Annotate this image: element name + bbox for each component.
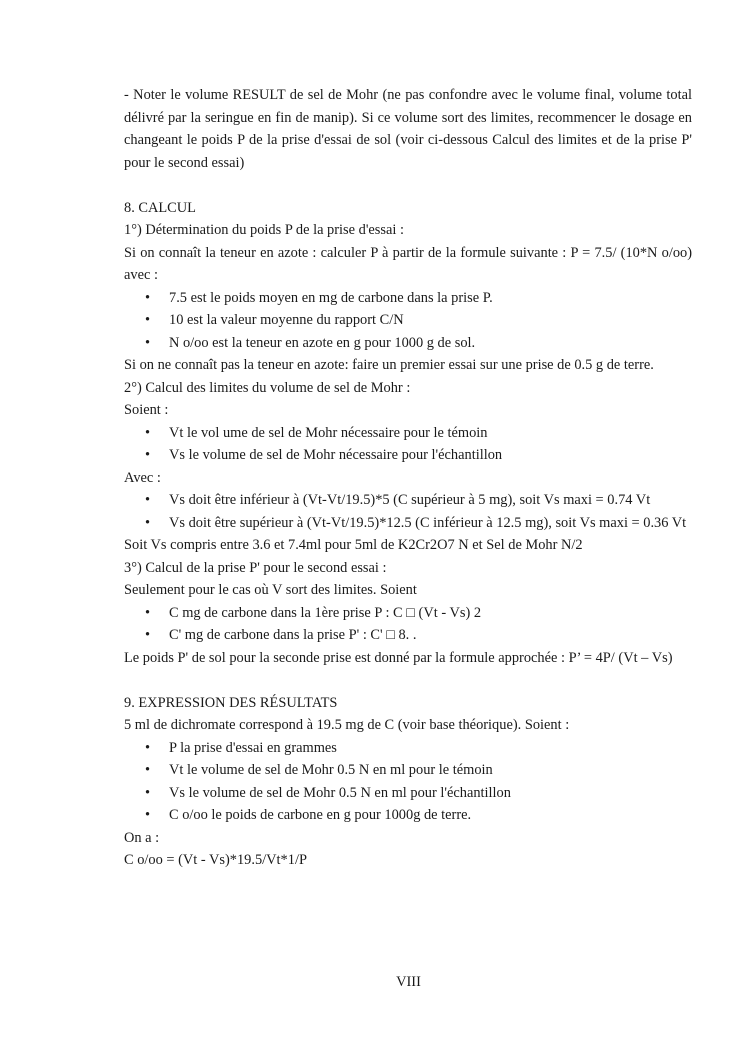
bullet-icon: • [145,289,151,306]
label-avec: Avec : [124,469,161,486]
page-number: VIII [396,974,421,990]
bullet-icon: • [145,627,151,643]
bullet-icon: • [145,762,151,778]
paragraph-poids-seconde: Le poids P' de sol pour la seconde prise est donné par la formule approchée : P’ = 4P/ (Vt – Vs) [124,649,673,666]
bullet-icon: • [145,784,151,801]
list-item: • C o/oo le poids de carbone en g pour 1000g de terre. [124,804,692,827]
bullet-icon: • [145,447,151,463]
label-soient: Soient : [124,402,169,418]
list-item: • Vt le volume de sel de Mohr 0.5 N en ml pour le témoin [124,759,692,782]
list-item: • Vs le volume de sel de Mohr nécessaire pour l'échantillon [124,444,692,467]
page-content [124,84,692,872]
label-on-a: On a : [124,829,160,846]
bullet-icon: • [145,312,151,328]
bullet-icon: • [145,514,151,531]
spacer [124,174,692,197]
list-item: • N o/oo est la teneur en azote en g pour 1000 g de sol. [124,332,692,355]
paragraph-dichromate: 5 ml de dichromate correspond à 19.5 mg de C (voir base théorique). Soient : [124,717,570,733]
bullet-icon: • [145,739,151,756]
paragraph-premier-essai: Si on ne connaît pas la teneur en azote: faire un premier essai sur une prise de 0.5 g de terre. [124,357,654,373]
list-item: • Vs le volume de sel de Mohr 0.5 N en ml pour l'échantillon [124,782,692,805]
subheading-poids: 1°) Détermination du poids P de la prise d'essai : [124,222,404,238]
list-item: • 7.5 est le poids moyen en mg de carbone dans la prise P. [124,287,692,310]
section-heading-calcul: 8. CALCUL [124,199,196,216]
paragraph-compris: Soit Vs compris entre 3.6 et 7.4ml pour 5ml de K2Cr2O7 N et Sel de Mohr N/2 [124,537,583,553]
list-variables [124,737,692,827]
list-item: • C mg de carbone dans la 1ère prise P : C □ (Vt - Vs) 2 [124,602,692,625]
section-heading-expression: 9. EXPRESSION DES RÉSULTATS [124,694,338,711]
list-poids [124,287,692,355]
list-item: • P la prise d'essai en grammes [124,737,692,760]
paragraph-seulement: Seulement pour le cas où V sort des limites. Soient [124,582,417,598]
paragraph-teneur: Si on connaît la teneur en azote : calculer P à partir de la formule suivante : P = 7.5/ (10*N o/oo) avec : [124,244,692,283]
list-conditions [124,489,692,534]
subheading-prise: 3°) Calcul de la prise P' pour le second essai : [124,559,387,576]
list-item: • Vs doit être supérieur à (Vt-Vt/19.5)*12.5 (C inférieur à 12.5 mg), soit Vs maxi = 0.36 Vt [124,512,692,535]
intro-paragraph: - Noter le volume RESULT de sel de Mohr (ne pas confondre avec le volume final, volume total délivré par la seringue en fin de manip). Si ce volume sort des limites, recommencer le dosage en changeant le poids P de la prise d'essai de sol (voir ci-dessous Calcul des limites et de la prise P' pour le second essai) [124,87,692,171]
list-carbone [124,602,692,647]
formula: C o/oo = (Vt - Vs)*19.5/Vt*1/P [124,852,307,868]
bullet-icon: • [145,807,151,823]
subheading-limites: 2°) Calcul des limites du volume de sel de Mohr : [124,379,411,396]
list-volumes [124,422,692,467]
spacer [124,669,692,692]
list-item: • Vs doit être inférieur à (Vt-Vt/19.5)*5 (C supérieur à 5 mg), soit Vs maxi = 0.74 Vt [124,489,692,512]
list-item: • C' mg de carbone dans la prise P' : C' □ 8. . [124,624,692,647]
bullet-icon: • [145,334,151,351]
bullet-icon: • [145,424,151,441]
list-item: • 10 est la valeur moyenne du rapport C/N [124,309,692,332]
bullet-icon: • [145,492,151,508]
bullet-icon: • [145,604,151,621]
list-item: • Vt le vol ume de sel de Mohr nécessaire pour le témoin [124,422,692,445]
